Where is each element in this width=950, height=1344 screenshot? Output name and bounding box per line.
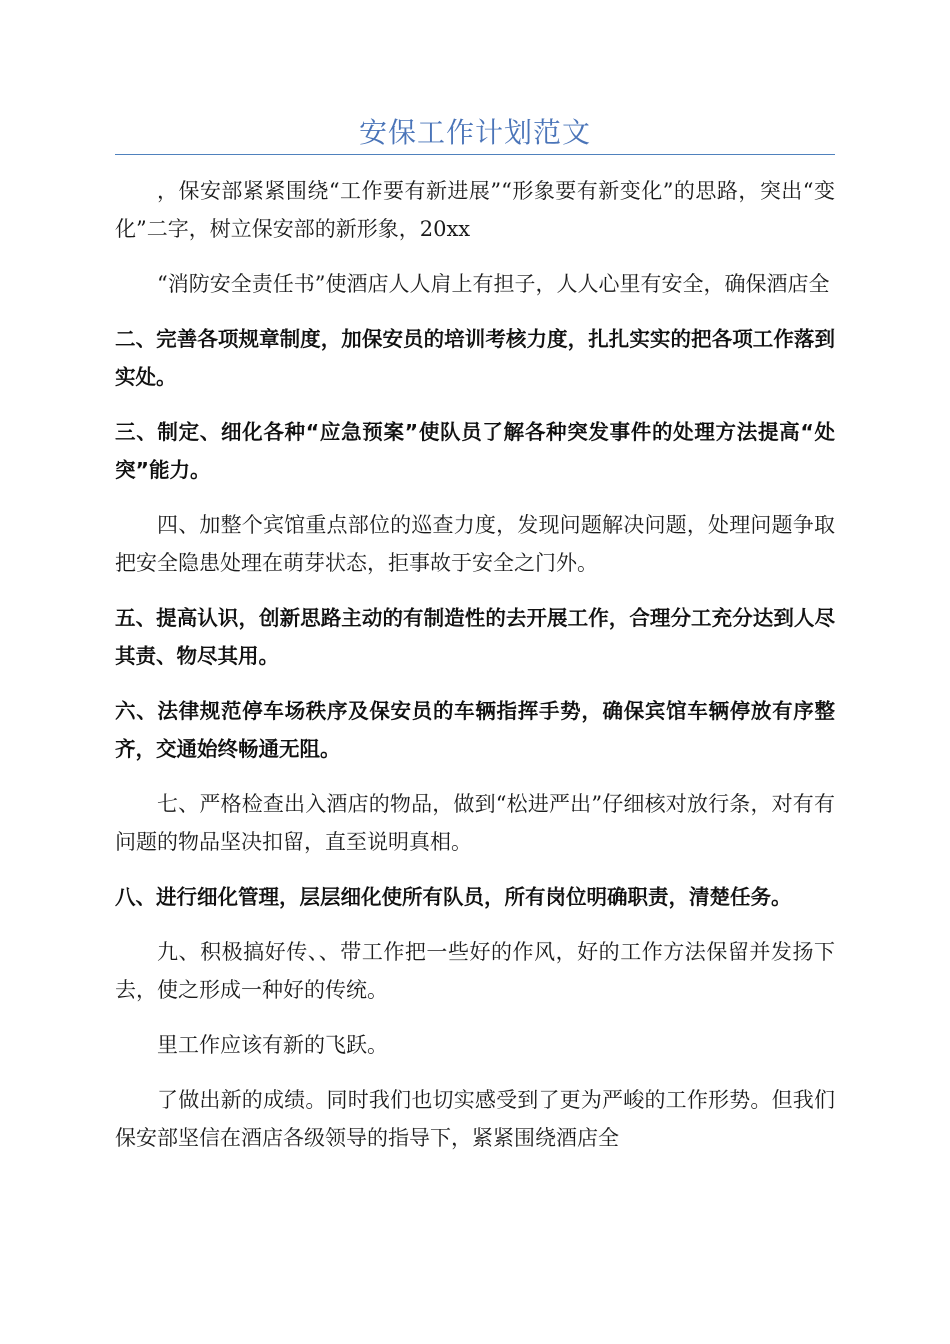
paragraph-7: 六、法律规范停车场秩序及保安员的车辆指挥手势，确保宾馆车辆停放有序整齐，交通始终畅通无阻。	[115, 699, 835, 761]
paragraph-6: 五、提高认识，创新思路主动的有制造性的去开展工作，合理分工充分达到人尽其责、物尽其用。	[115, 606, 835, 668]
paragraph-11: 里工作应该有新的飞跃。	[157, 1033, 388, 1057]
paragraph-10: 九、积极搞好传、、带工作把一些好的作风，好的工作方法保留并发扬下去，使之形成一种好的传统。	[115, 940, 835, 1002]
document-title: 安保工作计划范文	[358, 116, 591, 149]
title-underline	[115, 154, 835, 155]
paragraph-2: “消防安全责任书”使酒店人人肩上有担子，人人心里有安全，确保酒店全	[157, 272, 830, 296]
paragraph-5: 四、加整个宾馆重点部位的巡查力度，发现问题解决问题，处理问题争取把安全隐患处理在萌芽状态，拒事故于安全之门外。	[115, 513, 835, 575]
paragraph-1: ，保安部紧紧围绕“工作要有新进展”“形象要有新变化”的思路，突出“变化”二字，树立保安部的新形象，20xx	[115, 179, 835, 241]
paragraph-4: 三、制定、细化各种“应急预案”使队员了解各种突发事件的处理方法提高“处突”能力。	[115, 420, 835, 482]
paragraph-3: 二、完善各项规章制度，加保安员的培训考核力度，扎扎实实的把各项工作落到实处。	[115, 327, 835, 389]
paragraph-12: 了做出新的成绩。同时我们也切实感受到了更为严峻的工作形势。但我们保安部坚信在酒店各级领导的指导下，紧紧围绕酒店全	[115, 1088, 835, 1150]
paragraph-8: 七、严格检查出入酒店的物品，做到“松进严出”仔细核对放行条，对有有问题的物品坚决扣留，直至说明真相。	[115, 792, 835, 854]
document-body	[115, 172, 835, 1174]
paragraph-9: 八、进行细化管理，层层细化使所有队员，所有岗位明确职责，清楚任务。	[115, 885, 792, 909]
